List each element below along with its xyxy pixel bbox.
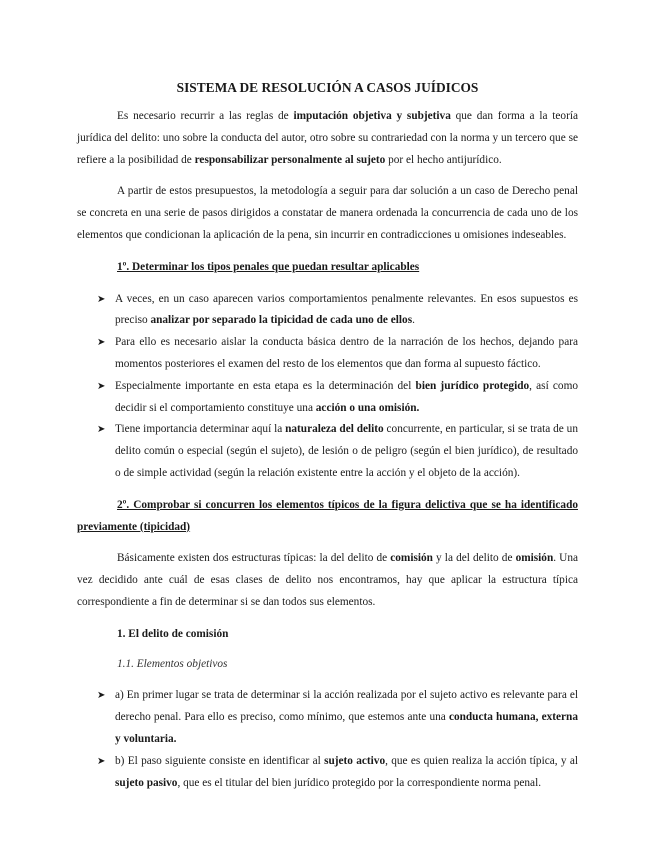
list-item: ➤ Especialmente importante en esta etapa es la determinación del bien jurídico protegido, así como decidir si el comportamiento constituye una acción o una omisión. [77, 376, 578, 420]
subsection-1-heading: 1. El delito de comisión [117, 627, 229, 640]
section-2-heading: 2º. Comprobar si concurren los elementos típicos de la figura delictiva que se ha identificado previamente (tipicidad) [77, 498, 578, 533]
list-item: ➤ b) El paso siguiente consiste en identificar al sujeto activo, que es quien realiza la acción típica, y al sujeto pasivo, que es el titular del bien jurídico protegido por la correspondiente norma penal. [77, 751, 578, 795]
arrowhead-bullet-icon: ➤ [97, 755, 106, 767]
arrowhead-bullet-icon: ➤ [97, 337, 106, 349]
arrowhead-bullet-icon: ➤ [97, 380, 106, 392]
document-title: SISTEMA DE RESOLUCIÓN A CASOS JUÍDICOS [176, 80, 479, 95]
intro-paragraph-2: A partir de estos presupuestos, la metodología a seguir para dar solución a un caso de Derecho penal se concreta en una serie de pasos dirigidos a constatar de manera ordenada la concurrencia de cada uno de los elementos que condicionan la aplicación de la pena, sin incurrir en contradicciones u omisiones indeseables. [77, 185, 578, 241]
list-item: ➤ A veces, en un caso aparecen varios comportamientos penalmente relevantes. En esos supuestos es preciso analizar por separado la tipicidad de cada uno de ellos. [77, 289, 578, 333]
section-2-paragraph: Básicamente existen dos estructuras típicas: la del delito de comisión y la del delito de omisión. Una vez decidido ante cuál de esas clases de delito nos encontramos, hay que aplicar la estructura típica correspondiente a fin de determinar si se dan todos sus elementos. [77, 552, 578, 608]
list-item: ➤ Tiene importancia determinar aquí la naturaleza del delito concurrente, en particular, si se trata de un delito común o especial (según el sujeto), de lesión o de peligro (según el bien jurídico), de resultado o de simple actividad (según la relación existente entre la acción y el objeto de la acción). [77, 419, 578, 484]
list-item: ➤ Para ello es necesario aislar la conducta básica dentro de la narración de los hechos, dejando para momentos posteriores el examen del resto de los elementos que dan forma al supuesto fáctico. [77, 332, 578, 376]
section-1-bullet-list [77, 289, 578, 485]
subsection-1-1-heading: 1.1. Elementos objetivos [117, 657, 228, 670]
list-item: ➤ a) En primer lugar se trata de determinar si la acción realizada por el sujeto activo es relevante para el derecho penal. Para ello es preciso, como mínimo, que estemos ante una conducta humana, externa y voluntaria. [77, 685, 578, 750]
section-1-heading: 1º. Determinar los tipos penales que puedan resultar aplicables [117, 260, 420, 273]
arrowhead-bullet-icon: ➤ [97, 690, 106, 702]
arrowhead-bullet-icon: ➤ [97, 293, 106, 305]
intro-paragraph-1: Es necesario recurrir a las reglas de imputación objetiva y subjetiva que dan forma a la teoría jurídica del delito: uno sobre la conducta del autor, otro sobre su contrariedad con la norma y un tercero que se refiere a la posibilidad de responsabilizar personalmente al sujeto por el hecho antijurídico. [77, 110, 578, 166]
subsection-1-bullet-list [77, 685, 578, 794]
arrowhead-bullet-icon: ➤ [97, 424, 106, 436]
